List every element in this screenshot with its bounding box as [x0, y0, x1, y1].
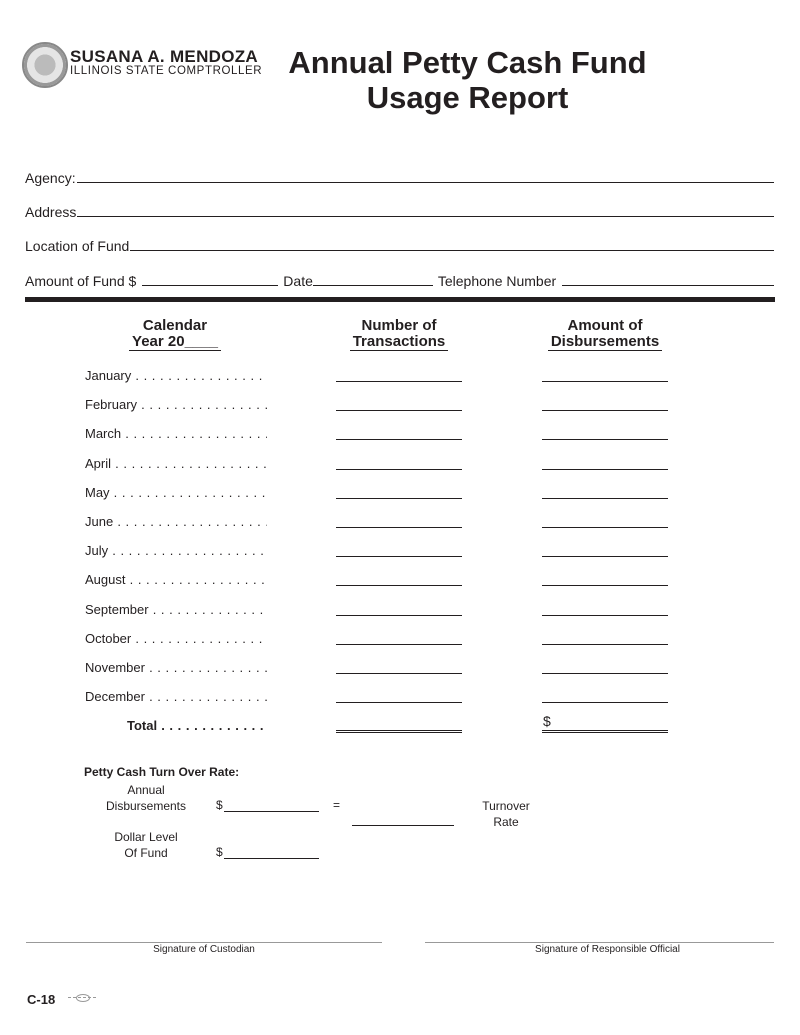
disbursements-input[interactable]	[542, 644, 668, 645]
transactions-input[interactable]	[336, 615, 462, 616]
transactions-input[interactable]	[336, 410, 462, 411]
transactions-input[interactable]	[336, 498, 462, 499]
month-label: December . . .	[85, 689, 267, 704]
dollar-level-input[interactable]	[224, 858, 319, 859]
transactions-header: Number of Transactions	[319, 318, 479, 351]
telephone-label: Telephone Number	[437, 273, 557, 289]
month-label: April . . .	[85, 456, 267, 471]
month-label: March . . .	[85, 426, 267, 441]
turnover-rate-label: Turnover Rate	[482, 799, 530, 829]
disbursements-input[interactable]	[542, 615, 668, 616]
annual-disbursements-label: Annual Disbursements	[105, 783, 187, 813]
transactions-input[interactable]	[336, 469, 462, 470]
month-label: September . . .	[85, 602, 267, 617]
amount-date-phone-row	[25, 269, 774, 289]
official-signature-line[interactable]	[425, 942, 774, 943]
title-line-2: Usage Report	[366, 80, 569, 115]
transactions-input[interactable]	[336, 556, 462, 557]
total-disbursements-input[interactable]	[542, 730, 668, 733]
total-label: Total . . .	[127, 718, 267, 733]
month-label: May . . .	[85, 485, 267, 500]
disbursements-input[interactable]	[542, 381, 668, 382]
disbursements-input[interactable]	[542, 556, 668, 557]
month-label: August . . .	[85, 572, 267, 587]
agency-field[interactable]	[25, 166, 774, 186]
agency-label: Agency:	[25, 170, 76, 186]
disbursements-input[interactable]	[542, 498, 668, 499]
disbursements-input[interactable]	[542, 527, 668, 528]
state-seal-logo	[22, 42, 68, 88]
disbursements-input[interactable]	[542, 469, 668, 470]
divider	[25, 297, 775, 302]
month-label: November . . .	[85, 660, 267, 675]
amount-input[interactable]	[142, 284, 278, 286]
union-bug-icon	[76, 994, 90, 1002]
equals-sign: =	[333, 798, 341, 812]
total-currency: $	[543, 713, 551, 729]
dollar-level-label: Dollar Level Of Fund	[114, 830, 178, 860]
date-input[interactable]	[313, 284, 433, 286]
address-label: Address	[25, 204, 77, 220]
telephone-input[interactable]	[562, 285, 774, 286]
transactions-input[interactable]	[336, 644, 462, 645]
location-label: Location of Fund	[25, 238, 130, 254]
calendar-header: Calendar Year 20____	[95, 318, 255, 351]
official-signature-label: Signature of Responsible Official	[535, 944, 680, 955]
disbursements-header: Amount of Disbursements	[525, 318, 685, 351]
title-line-1: Annual Petty Cash Fund	[288, 45, 647, 80]
disbursements-input[interactable]	[542, 439, 668, 440]
custodian-signature-label: Signature of Custodian	[153, 944, 255, 955]
brand-name: SUSANA A. MENDOZA	[70, 47, 259, 66]
amount-label: Amount of Fund $	[25, 273, 137, 289]
transactions-input[interactable]	[336, 527, 462, 528]
transactions-input[interactable]	[336, 381, 462, 382]
transactions-input[interactable]	[336, 439, 462, 440]
annual-currency: $	[216, 798, 223, 812]
disbursements-input[interactable]	[542, 673, 668, 674]
address-field[interactable]	[25, 200, 774, 220]
disbursements-input[interactable]	[542, 410, 668, 411]
month-label: January . . .	[85, 368, 267, 383]
annual-disbursements-input[interactable]	[224, 811, 319, 812]
total-transactions-input[interactable]	[336, 730, 462, 733]
month-label: February . . .	[85, 397, 267, 412]
custodian-signature-line[interactable]	[26, 942, 382, 943]
transactions-input[interactable]	[336, 702, 462, 703]
transactions-input[interactable]	[336, 673, 462, 674]
fund-currency: $	[216, 845, 223, 859]
month-label: June . . .	[85, 514, 267, 529]
disbursements-input[interactable]	[542, 585, 668, 586]
page-number: C-18	[27, 992, 56, 1007]
turnover-rate-input[interactable]	[352, 825, 454, 826]
page-title	[240, 45, 695, 115]
turnover-heading: Petty Cash Turn Over Rate:	[84, 765, 240, 779]
brand-subtitle: ILLINOIS STATE COMPTROLLER	[70, 65, 263, 77]
month-label: July . . .	[85, 543, 267, 558]
month-label: October . . .	[85, 631, 267, 646]
location-field[interactable]	[25, 234, 774, 254]
disbursements-input[interactable]	[542, 702, 668, 703]
transactions-input[interactable]	[336, 585, 462, 586]
date-label: Date	[283, 273, 313, 289]
